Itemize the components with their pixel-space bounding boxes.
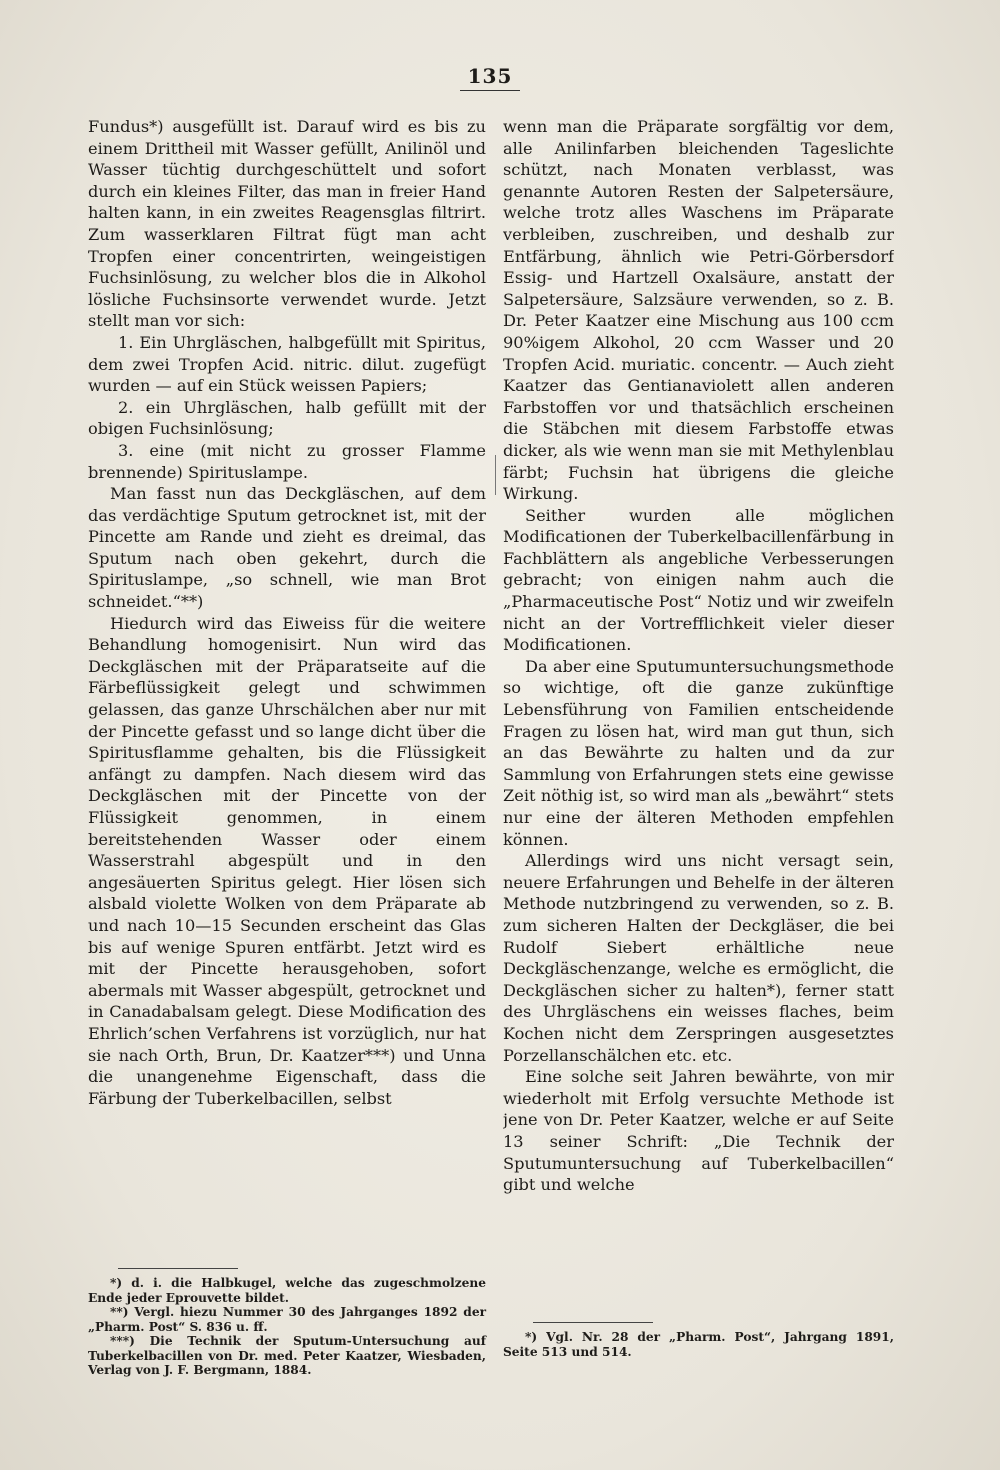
footnote: ***) Die Technik der Sputum-Untersuchung auf Tuberkelbacillen von Dr. med. Peter Kaatzer, Wiesbaden, Verlag von J. F. Bergmann, 1884. bbox=[88, 1334, 486, 1377]
right-footnotes bbox=[503, 1330, 894, 1359]
paragraph: Da aber eine Sputumuntersuchungsmethode so wichtige, oft die ganze zukünftige Lebensführung von Familien entscheidende Fragen zu lösen hat, wird man gut thun, sich an das Bewährte zu halten und da zur Sammlung von Erfahrungen stets eine gewisse Zeit nöthig ist, so wird man als „bewährt“ stets nur eine der älteren Methoden empfehlen können. bbox=[503, 656, 894, 849]
paragraph: Hiedurch wird das Eiweiss für die weitere Behandlung homogenisirt. Nun wird das Deckgläschen mit der Präparatseite auf die Färbeflüssigkeit gelegt und schwimmen gelassen, das ganze Uhrschälchen aber nur mit der Pincette gefasst und so lange dicht über die Spiritusflamme gehalten, bis die Flüssigkeit anfängt zu dampfen. Nach diesem wird das Deckgläschen mit der Pincette von der Flüssigkeit genommen, in einem bereitstehenden Wasser oder einem Wasserstrahl abgespült und in den angesäuerten Spiritus gelegt. Hier lösen sich alsbald violette Wolken von dem Präparate ab und nach 10—15 Secunden erscheint das Glas bis auf wenige Spuren entfärbt. Jetzt wird es mit der Pincette herausgehoben, sofort abermals mit Wasser abgespült, getrocknet und in Canadabalsam gelegt. Diese Modification des Ehrlich’schen Verfahrens ist vorzüglich, nur hat sie nach Orth, Brun, Dr. Kaatzer***) und Unna die unangenehme Eigenschaft, dass die Färbung der Tuberkelbacillen, selbst bbox=[88, 613, 486, 1108]
paragraph: 3. eine (mit nicht zu grosser Flamme brennende) Spirituslampe. bbox=[88, 440, 486, 482]
paragraph: wenn man die Präparate sorgfältig vor dem, alle Anilinfarben bleichenden Tageslichte schützt, nach Monaten verblasst, was genannte Autoren Resten der Salpetersäure, welche trotz alles Waschens im Präparate verbleiben, zuschreiben, und deshalb zur Entfärbung, ähnlich wie Petri-Görbersdorf Essig- und Hartzell Oxalsäure, anstatt der Salpetersäure, Salzsäure verwenden, so z. B. Dr. Peter Kaatzer eine Mischung aus 100 ccm 90%igem Alkohol, 20 ccm Wasser und 20 Tropfen Acid. muriatic. concentr. — Auch zieht Kaatzer das Gentianaviolett allen anderen Farbstoffen vor und thatsächlich erscheinen die Stäbchen mit diesem Farbstoffe etwas dicker, als wie wenn man sie mit Methylenblau färbt; Fuchsin hat übrigens die gleiche Wirkung. bbox=[503, 117, 894, 504]
paragraph: Man fasst nun das Deckgläschen, auf dem das verdächtige Sputum getrocknet ist, mit der Pincette am Rande und zieht es dreimal, das Sputum nach oben gekehrt, durch die Spirituslampe, „so schnell, wie man Brot schneidet.“**) bbox=[88, 484, 486, 612]
margin-mark bbox=[495, 455, 496, 495]
paragraph: Fundus*) ausgefüllt ist. Darauf wird es bis zu einem Drittheil mit Wasser gefüllt, Anilinöl und Wasser tüchtig durchgeschüttelt und sofort durch ein kleines Filter, das man in freier Hand halten kann, in ein zweites Reagensglas filtrirt. Zum wasserklaren Filtrat fügt man acht Tropfen einer concentrirten, weingeistigen Fuchsinlösung, zu welcher blos die in Alkohol lösliche Fuchsinsorte verwendet wurde. Jetzt stellt man vor sich: bbox=[88, 117, 486, 331]
footnote: *) Vgl. Nr. 28 der „Pharm. Post“, Jahrgang 1891, Seite 513 und 514. bbox=[503, 1330, 894, 1359]
paragraph: 2. ein Uhrgläschen, halb gefüllt mit der obigen Fuchsinlösung; bbox=[88, 397, 486, 439]
paragraph: Eine solche seit Jahren bewährte, von mir wiederholt mit Erfolg versuchte Methode ist jene von Dr. Peter Kaatzer, welche er auf Seite 13 seiner Schrift: „Die Technik der Sputumuntersuchung auf Tuberkelbacillen“ gibt und welche bbox=[503, 1067, 894, 1195]
footnote: *) d. i. die Halbkugel, welche das zugeschmolzene Ende jeder Eprouvette bildet. bbox=[88, 1276, 486, 1305]
right-column bbox=[503, 116, 894, 1371]
footnote: **) Vergl. hiezu Nummer 30 des Jahrganges 1892 der „Pharm. Post“ S. 836 u. ff. bbox=[88, 1305, 486, 1334]
right-footnote-rule bbox=[533, 1322, 653, 1323]
paragraph: Allerdings wird uns nicht versagt sein, neuere Erfahrungen und Behelfe in der älteren Methode nutzbringend zu verwenden, so z. B. zum sicheren Halten der Deckgläser, die bei Rudolf Siebert erhältliche neue Deckgläschenzange, welche es ermöglicht, die Deckgläschen sicher zu halten*), ferner statt des Uhrgläschens ein weisses flaches, beim Kochen nicht dem Zerspringen ausgesetztes Porzellanschälchen etc. etc. bbox=[503, 851, 894, 1065]
page-number: 135 bbox=[460, 64, 520, 91]
paragraph: 1. Ein Uhrgläschen, halbgefüllt mit Spiritus, dem zwei Tropfen Acid. nitric. dilut. zugefügt wurden — auf ein Stück weissen Papiers; bbox=[88, 332, 486, 396]
paragraph: Seither wurden alle möglichen Modificationen der Tuberkelbacillenfärbung in Fachblättern als angebliche Verbesserungen gebracht; von einigen nahm auch die „Pharmaceutische Post“ Notiz und wir zweifeln nicht an der Vortrefflichkeit vieler dieser Modificationen. bbox=[503, 505, 894, 655]
left-column bbox=[88, 116, 486, 1371]
left-footnote-rule bbox=[118, 1268, 238, 1269]
left-footnotes bbox=[88, 1276, 486, 1378]
